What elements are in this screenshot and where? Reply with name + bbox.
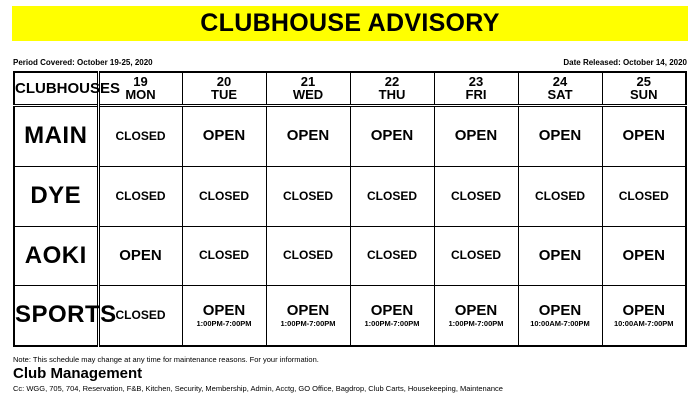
status-text: CLOSED bbox=[618, 188, 669, 203]
schedule-cell bbox=[434, 105, 518, 167]
status-text: CLOSED bbox=[282, 188, 333, 203]
open-hours: 10:00AM-7:00PM bbox=[613, 319, 674, 329]
open-hours: 1:00PM-7:00PM bbox=[448, 319, 504, 329]
status-text: CLOSED bbox=[115, 128, 166, 143]
status-text: OPEN bbox=[538, 246, 582, 264]
advisory-title-banner bbox=[12, 6, 688, 41]
status-text: OPEN bbox=[454, 127, 498, 145]
schedule-cell bbox=[350, 285, 434, 346]
schedule-cell bbox=[98, 105, 182, 167]
schedule-cell bbox=[350, 226, 434, 285]
day-name: SAT bbox=[547, 87, 573, 103]
schedule-table bbox=[13, 71, 687, 347]
schedule-cell bbox=[518, 226, 602, 285]
day-number: 23 bbox=[468, 74, 484, 90]
clubhouse-name: AOKI bbox=[14, 226, 98, 285]
status-text: OPEN bbox=[370, 127, 414, 145]
clubhouse-name: SPORTS bbox=[14, 285, 98, 346]
advisory-title: CLUBHOUSE ADVISORY bbox=[200, 9, 500, 37]
day-name: WED bbox=[292, 87, 324, 103]
open-hours: 1:00PM-7:00PM bbox=[196, 319, 252, 329]
status-text: CLOSED bbox=[115, 308, 166, 323]
schedule-cell bbox=[434, 285, 518, 346]
clubhouses-column-header: CLUBHOUSES bbox=[14, 72, 98, 105]
schedule-cell bbox=[350, 105, 434, 167]
schedule-cell bbox=[182, 167, 266, 226]
day-number: 19 bbox=[133, 74, 148, 90]
status-text: CLOSED bbox=[450, 248, 501, 263]
date-released: Date Released: October 14, 2020 bbox=[563, 58, 687, 67]
schedule-cell bbox=[182, 226, 266, 285]
status-text: OPEN bbox=[622, 246, 665, 264]
schedule-cell bbox=[182, 105, 266, 167]
status-text: OPEN bbox=[622, 301, 665, 319]
schedule-cell bbox=[98, 167, 182, 226]
status-text: OPEN bbox=[454, 301, 498, 319]
schedule-cell bbox=[266, 105, 350, 167]
schedule-cell bbox=[434, 167, 518, 226]
status-text: CLOSED bbox=[198, 188, 249, 203]
schedule-cell bbox=[98, 226, 182, 285]
day-header bbox=[602, 72, 686, 105]
table-row bbox=[14, 105, 686, 167]
day-header bbox=[266, 72, 350, 105]
status-text: OPEN bbox=[538, 127, 582, 145]
day-number: 20 bbox=[216, 74, 232, 90]
status-text: OPEN bbox=[538, 301, 582, 319]
schedule-cell bbox=[518, 105, 602, 167]
open-hours: 1:00PM-7:00PM bbox=[364, 319, 420, 329]
open-hours: 1:00PM-7:00PM bbox=[280, 319, 336, 329]
status-text: OPEN bbox=[119, 246, 162, 264]
status-text: CLOSED bbox=[450, 188, 501, 203]
status-text: CLOSED bbox=[282, 248, 333, 263]
schedule-note: Note: This schedule may change at any time for maintenance reasons. For your information. bbox=[13, 355, 319, 364]
status-text: OPEN bbox=[286, 127, 330, 145]
schedule-cell bbox=[518, 167, 602, 226]
schedule-cell bbox=[266, 226, 350, 285]
schedule-cell bbox=[602, 105, 686, 167]
period-covered: Period Covered: October 19-25, 2020 bbox=[13, 58, 153, 67]
day-number: 22 bbox=[384, 74, 400, 90]
schedule-cell bbox=[602, 285, 686, 346]
status-text: CLOSED bbox=[366, 248, 417, 263]
schedule-cell bbox=[434, 226, 518, 285]
schedule-cell bbox=[266, 167, 350, 226]
day-number: 24 bbox=[552, 74, 568, 90]
day-name: MON bbox=[125, 87, 156, 103]
open-hours: 10:00AM-7:00PM bbox=[530, 319, 590, 329]
day-name: SUN bbox=[630, 87, 658, 103]
table-row bbox=[14, 167, 686, 226]
day-header bbox=[518, 72, 602, 105]
table-row bbox=[14, 226, 686, 285]
status-text: CLOSED bbox=[366, 188, 417, 203]
clubhouse-name: MAIN bbox=[14, 105, 98, 167]
schedule-cell bbox=[602, 226, 686, 285]
cc-list: Cc: WGG, 705, 704, Reservation, F&B, Kitchen, Security, Membership, Admin, Acctg, GO Office, Bagdrop, Club Carts, Housekeeping, Maintenance bbox=[13, 384, 503, 393]
schedule-cell bbox=[266, 285, 350, 346]
day-number: 25 bbox=[636, 74, 651, 90]
table-header-row bbox=[14, 72, 686, 105]
schedule-cell bbox=[518, 285, 602, 346]
day-name: TUE bbox=[211, 87, 237, 103]
table-row bbox=[14, 285, 686, 346]
schedule-cell bbox=[182, 285, 266, 346]
status-text: CLOSED bbox=[115, 188, 166, 203]
status-text: OPEN bbox=[622, 127, 665, 145]
status-text: OPEN bbox=[202, 301, 246, 319]
day-name: FRI bbox=[465, 87, 487, 103]
status-text: OPEN bbox=[202, 127, 246, 145]
schedule-cell bbox=[602, 167, 686, 226]
clubhouse-name: DYE bbox=[14, 167, 98, 226]
day-name: THU bbox=[378, 87, 406, 103]
day-header bbox=[182, 72, 266, 105]
signature: Club Management bbox=[13, 365, 143, 382]
day-number: 21 bbox=[300, 74, 316, 90]
status-text: OPEN bbox=[370, 301, 414, 319]
day-header bbox=[350, 72, 434, 105]
status-text: OPEN bbox=[286, 301, 330, 319]
status-text: CLOSED bbox=[198, 248, 249, 263]
day-header bbox=[434, 72, 518, 105]
schedule-cell bbox=[350, 167, 434, 226]
status-text: CLOSED bbox=[534, 188, 585, 203]
